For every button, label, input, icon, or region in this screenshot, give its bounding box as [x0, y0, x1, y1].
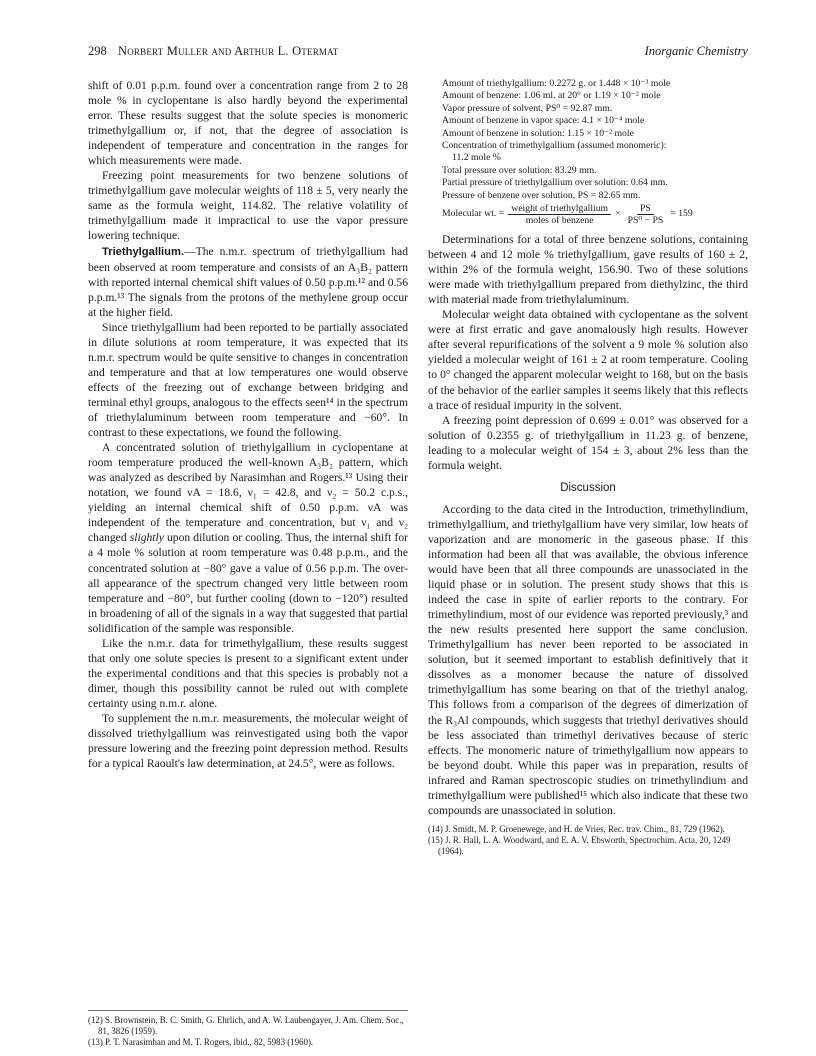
data-line: Amount of benzene: 1.06 ml. at 20° or 1.19 × 10⁻² mole: [442, 90, 661, 102]
data-line: Amount of triethylgallium: 0.2272 g. or 1.448 × 10⁻³ mole: [442, 78, 671, 89]
paragraph-text: A concentrated solution of triethylgallium in cyclopentane at room temperature produced the well-known A₃B₂ pattern, which was analyzed as described by Narasimhan and Rogers.¹³ Using their notation, we found νA = 18.6, ν₁ = 42.8, and ν₂ = 50.2 c.p.s., yielding an internal chemical shift of 0.50 p.p.m. νA was independent of the temperature and concentration, but ν₁ and ν₂ changed: [88, 441, 408, 545]
paragraph: Molecular weight data obtained with cyclopentane as the solvent were at first erratic and gave anomalously high results. However after several repurifications of the solvent a 9 mole % solution also yielded a molecular weight of 161 ± 2 at room temperature. Cooling to 0° changed the apparent molecular weight to 168, but on the basis of the behavior of the earlier samples it seems likely that this reflects a trace of residual impurity in the solvent.: [428, 308, 748, 412]
footnote: (13) P. T. Narasimhan and M. T. Rogers, ibid., 82, 5983 (1960).: [88, 1037, 314, 1048]
paragraph-text: —The n.m.r. spectrum of triethylgallium had been observed at room temperature and consists of an A₃B₂ pattern with reported internal chemical shift values of 0.50 p.p.m.¹² and 0.56 p.p.m.¹³ The signals from the protons of the methylene group occur at the higher field.: [88, 244, 408, 319]
paragraph: Determinations for a total of three benzene solutions, containing between 4 and 12 mole % triethylgallium, gave results of 160 ± 2, within 2% of the formula weight, 156.90. Two of these solutions were made with triethylgallium prepared from diethylzinc, the third with material made from triethylaluminum.: [428, 233, 748, 307]
left-footnotes: [88, 1010, 408, 1049]
data-line: Amount of benzene in vapor space: 4.1 × 10⁻⁴ mole: [442, 115, 645, 127]
paragraph: shift of 0.01 p.p.m. found over a concentration range from 2 to 28 mole % in cyclopentane is also hardly beyond the experimental error. These results suggest that the solute species is monomeric trimethylgallium or, if not, that the degree of association is independent of temperature and concentration in the ranges for which measurements were made.: [88, 79, 408, 168]
right-footnotes: [428, 824, 748, 858]
right-column: [428, 78, 748, 857]
data-line: 11.2 mole %: [452, 152, 501, 164]
data-line: Partial pressure of triethylgallium over solution: 0.64 mm.: [442, 177, 668, 189]
paragraph: [88, 440, 408, 636]
paragraph: According to the data cited in the Introduction, trimethylindium, trimethylgallium, and triethylgallium have very similar, low heats of vaporization and are monomeric in the gaseous phase. If this information had been all that was available, the obvious inference would have been that all three compounds are unassociated in the liquid phase or in solution. The present study shows that this is indeed the case in spite of earlier reports to the contrary. For trimethylindium, most of our evidence was reported previously,³ and the new results presented here support the same conclusion. Trimethylgallium has never been reported to be associated in solution, but it seemed important to establish definitively that it dissolves as a monomer because the nature of dissolved trimethylgallium has some bearing on that of the triethyl analog. This follows from a comparison of the degrees of dimerization of the R₃Al compounds, which suggests that triethyl derivatives should be less associated than trimethyl derivatives because of steric effects. The monomeric nature of trimethylgallium now appears to be beyond doubt. While this paper was in preparation, results of infrared and Raman spectroscopic studies on trimethylindium and trimethylgallium were published¹⁵ which also indicate that these two compounds are unassociated in solution.: [428, 502, 748, 817]
journal-name: Inorganic Chemistry: [644, 44, 748, 58]
paragraph: Like the n.m.r. data for trimethylgallium, these results suggest that only one solute species is present to a significant extent under the experimental conditions and that this species is probably not a dimer, though this possibility cannot be ruled out with complete certainty using n.m.r. alone.: [88, 636, 408, 710]
paragraph: Freezing point measurements for two benzene solutions of trimethylgallium gave molecular weights of 118 ± 5, very nearly the same as the formula weight, 114.82. The relative volatility of trimethylgallium made it impractical to use the vapor pressure lowering technique.: [88, 169, 408, 243]
emphasis-text: slightly: [129, 531, 164, 545]
denominator: PS⁰ − PS: [627, 215, 664, 227]
experimental-data-block: [442, 78, 748, 226]
footnote: (14) J. Smidt, M. P. Groenewege, and H. de Vries, Rec. trav. Chim., 81, 729 (1962).: [428, 823, 725, 834]
fraction: [508, 203, 611, 226]
data-line: Pressure of benzene over solution, PS = 82.65 mm.: [442, 189, 641, 201]
data-line: Concentration of trimethylgallium (assumed monomeric):: [442, 140, 667, 152]
paragraph: A freezing point depression of 0.699 ± 0.01° was observed for a solution of 0.2355 g. of triethylgallium in 11.23 g. of benzene, leading to a molecular weight of 154 ± 3, about 2% less than the formula weight.: [428, 413, 748, 472]
data-line: Total pressure over solution: 83.29 mm.: [442, 164, 597, 176]
numerator: weight of triethylgallium: [508, 203, 611, 215]
running-header: [88, 44, 748, 62]
paragraph: Since triethylgallium had been reported to be partially associated in dilute solutions at room temperature, it was expected that its n.m.r. spectrum would be quite sensitive to changes in concentration and temperature and that at low temperatures one would observe effects of the freezing out of exchange between bridging and terminal ethyl groups, analogous to the effects seen¹⁴ in the spectrum of triethylaluminum between room temperature and −60°. In contrast to these expectations, we found the following.: [88, 320, 408, 440]
paragraph: [88, 244, 408, 320]
times-sign: ×: [615, 208, 621, 220]
fraction: [625, 203, 667, 226]
left-column: [88, 78, 408, 771]
molecular-weight-equation: [442, 203, 748, 226]
section-runin-heading: Triethylgallium.: [102, 245, 185, 258]
paragraph-text: upon dilution or cooling. Thus, the internal shift for a 4 mole % solution at room temperature was 0.48 p.p.m., and the concentrated solution at −80° gave a value of 0.56 p.p.m. The over-all appearance of the spectrum changed very little between room temperature and −80°, but further cooling (down to −120°) resulted in broadening of all of the signals in a way that suggested that partial solidification of the sample was responsible.: [88, 531, 408, 635]
page-number: 298: [88, 44, 107, 58]
numerator: PS: [637, 203, 654, 215]
data-line: Vapor pressure of solvent, PS⁰ = 92.87 mm.: [442, 102, 613, 114]
paragraph: To supplement the n.m.r. measurements, the molecular weight of dissolved triethylgallium was reinvestigated using both the vapor pressure lowering and the freezing point depression method. Results for a typical Raoult's law determination, at 24.5°, were as follows.: [88, 711, 408, 771]
section-heading: Discussion: [560, 481, 616, 494]
footnote: (12) S. Brownstein, B. C. Smith, G. Ehrlich, and A. W. Laubengayer, J. Am. Chem. Soc., 81, 3826 (1959).: [88, 1015, 404, 1037]
denominator: moles of benzene: [525, 215, 594, 227]
footnote: (15) J. R. Hall, L. A. Woodward, and E. A. V. Ebsworth, Spectrochim. Acta, 20, 1249 (1964).: [428, 835, 731, 857]
equation-result: = 159: [670, 208, 693, 220]
equation-label: Molecular wt. =: [442, 208, 505, 220]
running-authors: Norbert Muller and Arthur L. Otermat: [118, 44, 339, 58]
data-line: Amount of benzene in solution: 1.15 × 10⁻² mole: [442, 127, 634, 139]
